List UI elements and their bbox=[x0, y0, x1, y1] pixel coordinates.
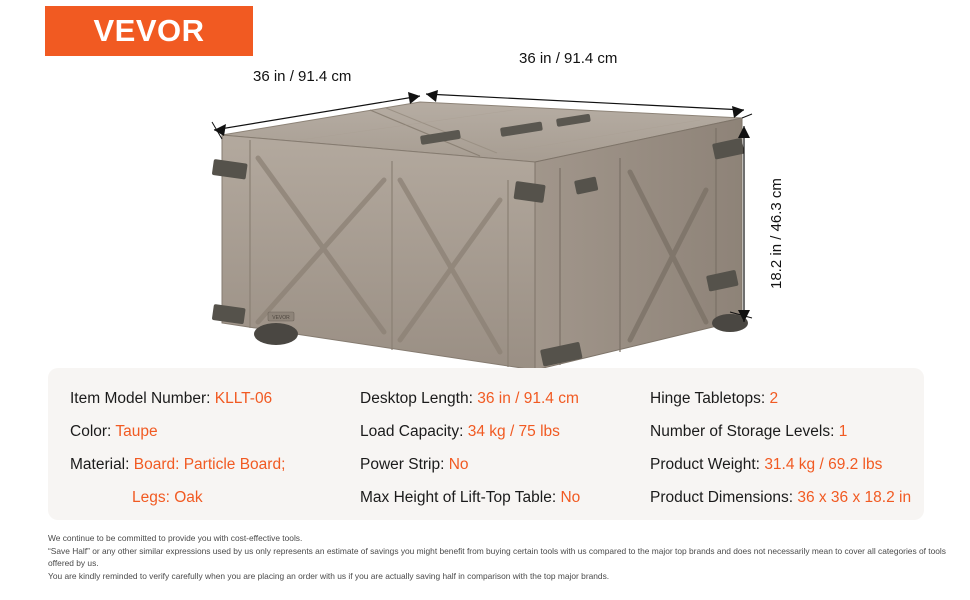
footer-line-2: “Save Half” or any other similar expressions used by us only represents an estimate of savings you might benefit from buying certain tools with us compared to the major top brands and does not necessarily mean to cover all categories of tools offered by us. bbox=[48, 546, 946, 568]
spec-value: Board: Particle Board; bbox=[133, 456, 286, 473]
spec-load-capacity bbox=[360, 415, 650, 448]
spec-label: Desktop Length: bbox=[360, 390, 473, 407]
spec-value: 1 bbox=[838, 423, 848, 440]
spec-color bbox=[70, 415, 360, 448]
spec-desktop-length bbox=[360, 382, 650, 415]
footer-line-1: We continue to be committed to provide you with cost-effective tools. bbox=[48, 533, 303, 543]
spec-label: Product Dimensions: bbox=[650, 489, 794, 506]
spec-power-strip bbox=[360, 448, 650, 481]
spec-label: Product Weight: bbox=[650, 456, 760, 473]
spec-label: Item Model Number: bbox=[70, 390, 211, 407]
spec-label: Material: bbox=[70, 456, 130, 473]
spec-value: 2 bbox=[769, 390, 779, 407]
spec-label: Load Capacity: bbox=[360, 423, 464, 440]
svg-text:VEVOR: VEVOR bbox=[272, 315, 290, 321]
spec-material bbox=[70, 448, 360, 481]
coffee-table-drawing bbox=[0, 40, 970, 370]
spec-max-height-lift-top bbox=[360, 481, 650, 514]
dimension-label-top-right: 36 in / 91.4 cm bbox=[519, 50, 618, 67]
specifications-grid bbox=[70, 382, 912, 514]
product-illustration bbox=[0, 40, 970, 370]
spec-value: Taupe bbox=[115, 423, 158, 440]
spec-label: Max Height of Lift-Top Table: bbox=[360, 489, 557, 506]
spec-label: Color: bbox=[70, 423, 112, 440]
spec-label: Hinge Tabletops: bbox=[650, 390, 766, 407]
spec-value: KLLT-06 bbox=[214, 390, 273, 407]
spec-value: 36 x 36 x 18.2 in bbox=[797, 489, 912, 506]
spec-storage-levels bbox=[650, 415, 911, 448]
spec-value: No bbox=[560, 489, 581, 506]
spec-hinge-tabletops bbox=[650, 382, 911, 415]
specifications-panel bbox=[48, 368, 924, 520]
spec-value: 36 in / 91.4 cm bbox=[477, 390, 579, 407]
footer-line-3: You are kindly reminded to verify carefully when you are placing an order with us if you are actually saving half in comparison with the top major brands. bbox=[48, 571, 610, 582]
spec-material-legs bbox=[70, 481, 360, 514]
spec-value: 34 kg / 75 lbs bbox=[467, 423, 560, 440]
dimension-label-height: 18.2 in / 46.3 cm bbox=[768, 178, 785, 289]
logo-text: VEVOR bbox=[93, 13, 205, 48]
spec-value: Legs: Oak bbox=[132, 489, 203, 506]
spec-product-weight bbox=[650, 448, 911, 481]
spec-value: No bbox=[448, 456, 469, 473]
spec-label: Power Strip: bbox=[360, 456, 445, 473]
spec-label: Number of Storage Levels: bbox=[650, 423, 835, 440]
footer-disclaimer bbox=[48, 533, 948, 585]
spec-product-dimensions bbox=[650, 481, 911, 514]
spec-item-model-number bbox=[70, 382, 360, 415]
spec-value: 31.4 kg / 69.2 lbs bbox=[764, 456, 883, 473]
dimension-label-top-left: 36 in / 91.4 cm bbox=[253, 68, 352, 85]
